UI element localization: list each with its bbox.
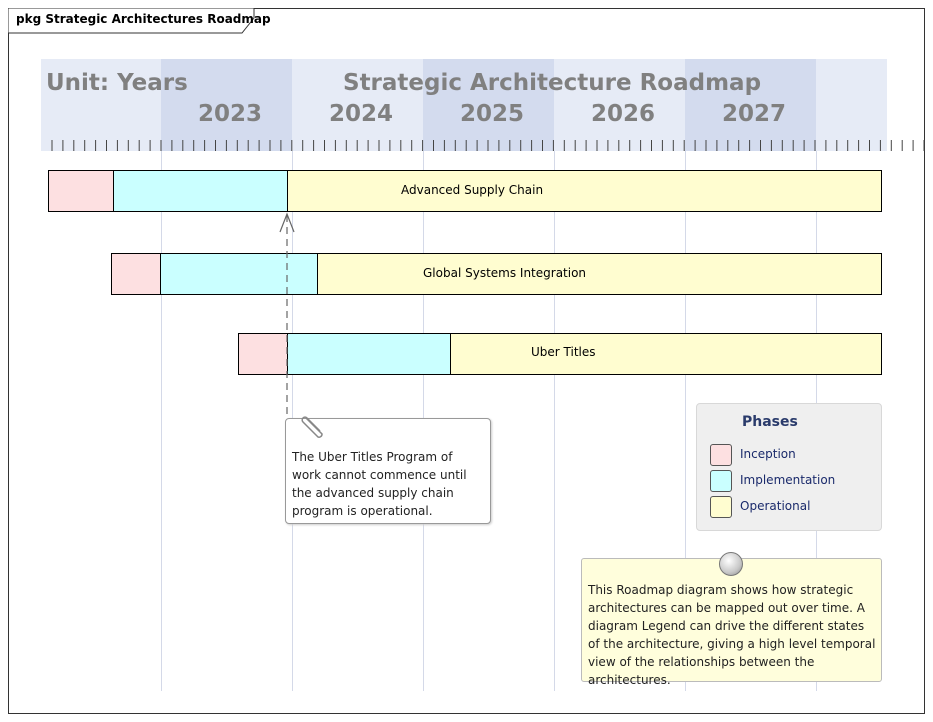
year-label-2027: 2027 (722, 101, 787, 127)
year-label-2025: 2025 (460, 101, 525, 127)
legend-swatch-inception (710, 444, 732, 466)
package-label: pkg Strategic Architectures Roadmap (16, 12, 271, 26)
legend-label-operational: Operational (740, 499, 811, 513)
uber-titles-operational[interactable] (450, 333, 882, 375)
uber-titles-implementation[interactable] (287, 333, 451, 375)
timeline-ruler (0, 0, 933, 160)
global-systems-integration-label: Global Systems Integration (423, 266, 587, 280)
year-label-2026: 2026 (591, 101, 656, 127)
info-note-text: This Roadmap diagram shows how strategic architectures can be mapped out over time. A diagram Legend can drive the different states of the architecture, giving a high level temporal view of the relationships between the architectures. (588, 583, 876, 687)
dependency-note-text: The Uber Titles Program of work cannot commence until the advanced supply chain program is operational. (292, 450, 467, 518)
gridline (554, 151, 555, 691)
pin-icon (719, 552, 743, 576)
paperclip-icon (300, 412, 330, 440)
uber-titles-label: Uber Titles (531, 345, 596, 359)
year-label-2023: 2023 (198, 101, 263, 127)
legend-label-inception: Inception (740, 447, 796, 461)
advanced-supply-chain-implementation[interactable] (113, 170, 288, 212)
advanced-supply-chain-label: Advanced Supply Chain (401, 183, 544, 197)
dependency-arrow[interactable] (270, 205, 310, 430)
global-systems-integration-operational[interactable] (317, 253, 882, 295)
gridline (161, 151, 162, 691)
advanced-supply-chain-inception[interactable] (48, 170, 114, 212)
global-systems-integration-inception[interactable] (111, 253, 161, 295)
legend-swatch-implementation (710, 470, 732, 492)
unit-label: Unit: Years (46, 70, 188, 96)
roadmap-title: Strategic Architecture Roadmap (343, 70, 762, 96)
legend-swatch-operational (710, 496, 732, 518)
advanced-supply-chain-operational[interactable] (287, 170, 882, 212)
year-label-2024: 2024 (329, 101, 394, 127)
legend-title: Phases (742, 414, 798, 430)
legend-label-implementation: Implementation (740, 473, 836, 487)
